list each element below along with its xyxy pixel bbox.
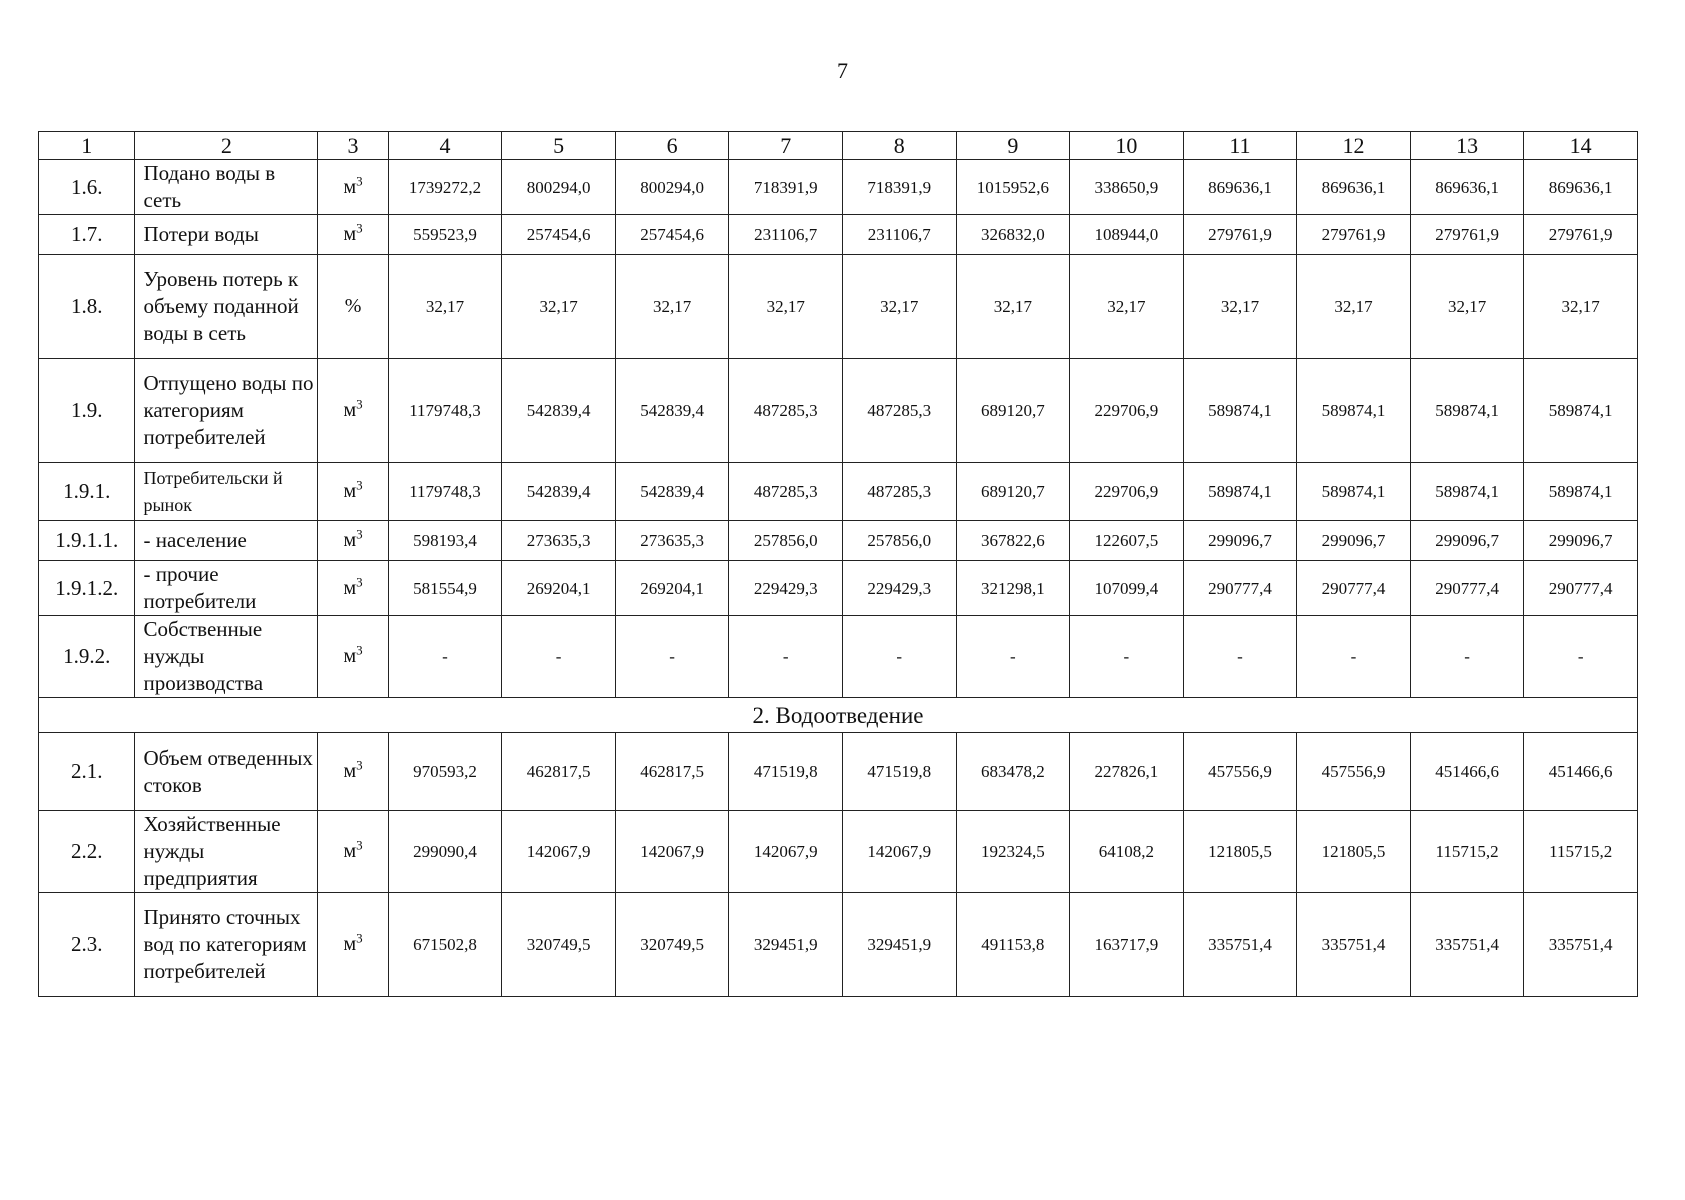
column-number-cell: 7 (729, 132, 843, 160)
value-cell: - (729, 616, 843, 698)
header-row (39, 132, 1638, 160)
value-cell: 115715,2 (1524, 811, 1638, 893)
value-cell: 367822,6 (956, 521, 1070, 561)
value-cell: 329451,9 (729, 893, 843, 997)
value-cell: 338650,9 (1070, 160, 1184, 215)
value-cell: 299096,7 (1524, 521, 1638, 561)
row-name-cell: Уровень потерь к объему поданной воды в сеть (135, 255, 318, 359)
table-row (39, 521, 1638, 561)
value-cell: 32,17 (615, 255, 729, 359)
value-cell: 542839,4 (502, 359, 616, 463)
row-name-cell: - прочие потребители (135, 561, 318, 616)
value-cell: 487285,3 (729, 463, 843, 521)
column-number-cell: 1 (39, 132, 135, 160)
value-cell: 1739272,2 (388, 160, 502, 215)
value-cell: 320749,5 (615, 893, 729, 997)
value-cell: 335751,4 (1524, 893, 1638, 997)
value-cell: 273635,3 (502, 521, 616, 561)
value-cell: 273635,3 (615, 521, 729, 561)
column-number-cell: 13 (1410, 132, 1524, 160)
value-cell: 487285,3 (842, 463, 956, 521)
value-cell: 321298,1 (956, 561, 1070, 616)
value-cell: 122607,5 (1070, 521, 1184, 561)
value-cell: 269204,1 (615, 561, 729, 616)
row-name-cell: Потребительски й рынок (135, 463, 318, 521)
column-number-cell: 9 (956, 132, 1070, 160)
value-cell: 299096,7 (1183, 521, 1297, 561)
value-cell: 32,17 (842, 255, 956, 359)
value-cell: 299096,7 (1410, 521, 1524, 561)
value-cell: 32,17 (1524, 255, 1638, 359)
value-cell: 107099,4 (1070, 561, 1184, 616)
value-cell: 598193,4 (388, 521, 502, 561)
unit-superscript: 3 (356, 172, 363, 188)
unit-superscript: 3 (356, 930, 363, 946)
value-cell: 718391,9 (842, 160, 956, 215)
value-cell: 192324,5 (956, 811, 1070, 893)
unit-superscript: 3 (356, 837, 363, 853)
value-cell: 335751,4 (1183, 893, 1297, 997)
row-name-cell: Собственные нужды производства (135, 616, 318, 698)
value-cell: 290777,4 (1410, 561, 1524, 616)
unit-base: м (343, 399, 357, 421)
value-cell: 581554,9 (388, 561, 502, 616)
value-cell: 542839,4 (615, 359, 729, 463)
unit-cell (318, 215, 388, 255)
value-cell: 279761,9 (1183, 215, 1297, 255)
value-cell: 559523,9 (388, 215, 502, 255)
value-cell: - (388, 616, 502, 698)
row-name-cell: Потери воды (135, 215, 318, 255)
column-number-cell: 6 (615, 132, 729, 160)
table-row (39, 359, 1638, 463)
value-cell: 142067,9 (842, 811, 956, 893)
value-cell: 231106,7 (842, 215, 956, 255)
value-cell: 462817,5 (615, 733, 729, 811)
unit-superscript: 3 (356, 526, 363, 542)
value-cell: 589874,1 (1524, 359, 1638, 463)
value-cell: 335751,4 (1297, 893, 1411, 997)
unit-base: м (343, 175, 357, 198)
row-code-cell: 1.6. (39, 160, 135, 215)
table-body (39, 132, 1638, 997)
value-cell: 32,17 (1070, 255, 1184, 359)
unit-superscript: 3 (356, 396, 363, 412)
value-cell: 142067,9 (729, 811, 843, 893)
value-cell: 589874,1 (1183, 463, 1297, 521)
value-cell: 257454,6 (502, 215, 616, 255)
value-cell: - (1410, 616, 1524, 698)
value-cell: 451466,6 (1410, 733, 1524, 811)
value-cell: 229706,9 (1070, 359, 1184, 463)
row-name-cell: Отпущено воды по категориям потребителей (135, 359, 318, 463)
value-cell: 257856,0 (842, 521, 956, 561)
value-cell: 32,17 (1410, 255, 1524, 359)
value-cell: 869636,1 (1524, 160, 1638, 215)
section-title: 2. Водоотведение (39, 698, 1638, 733)
row-code-cell: 2.1. (39, 733, 135, 811)
table-row (39, 616, 1638, 698)
value-cell: 326832,0 (956, 215, 1070, 255)
unit-cell (318, 811, 388, 893)
value-cell: 257454,6 (615, 215, 729, 255)
unit-base: м (343, 760, 357, 782)
value-cell: 869636,1 (1183, 160, 1297, 215)
table-row (39, 255, 1638, 359)
row-name-cell: Хозяйственные нужды предприятия (135, 811, 318, 893)
unit-cell (318, 359, 388, 463)
value-cell: 229706,9 (1070, 463, 1184, 521)
value-cell: 689120,7 (956, 463, 1070, 521)
value-cell: 108944,0 (1070, 215, 1184, 255)
value-cell: 142067,9 (502, 811, 616, 893)
value-cell: 121805,5 (1297, 811, 1411, 893)
row-name-cell: Принято сточных вод по категориям потребителей (135, 893, 318, 997)
unit-cell (318, 521, 388, 561)
unit-base: м (343, 576, 357, 599)
table-row (39, 811, 1638, 893)
value-cell: 457556,9 (1297, 733, 1411, 811)
value-cell: - (1183, 616, 1297, 698)
column-number-cell: 11 (1183, 132, 1297, 160)
value-cell: 589874,1 (1524, 463, 1638, 521)
value-cell: 589874,1 (1297, 359, 1411, 463)
value-cell: 269204,1 (502, 561, 616, 616)
value-cell: 683478,2 (956, 733, 1070, 811)
value-cell: 64108,2 (1070, 811, 1184, 893)
row-code-cell: 1.9.1.1. (39, 521, 135, 561)
value-cell: 589874,1 (1410, 463, 1524, 521)
value-cell: 487285,3 (729, 359, 843, 463)
unit-cell (318, 561, 388, 616)
value-cell: 457556,9 (1183, 733, 1297, 811)
unit-cell (318, 616, 388, 698)
value-cell: 1179748,3 (388, 463, 502, 521)
value-cell: 32,17 (1183, 255, 1297, 359)
value-cell: 869636,1 (1297, 160, 1411, 215)
value-cell: 471519,8 (729, 733, 843, 811)
unit-superscript: 3 (356, 573, 363, 589)
value-cell: 231106,7 (729, 215, 843, 255)
column-number-cell: 10 (1070, 132, 1184, 160)
unit-base: м (343, 529, 357, 551)
value-cell: 589874,1 (1183, 359, 1297, 463)
value-cell: 32,17 (729, 255, 843, 359)
section-row (39, 698, 1638, 733)
unit-base: м (343, 223, 357, 245)
unit-superscript: 3 (356, 477, 363, 493)
value-cell: 279761,9 (1524, 215, 1638, 255)
value-cell: 299096,7 (1297, 521, 1411, 561)
value-cell: 32,17 (388, 255, 502, 359)
column-number-cell: 14 (1524, 132, 1638, 160)
column-number-cell: 2 (135, 132, 318, 160)
row-code-cell: 1.8. (39, 255, 135, 359)
table-row (39, 160, 1638, 215)
value-cell: 335751,4 (1410, 893, 1524, 997)
row-name-cell: - население (135, 521, 318, 561)
unit-superscript: 3 (356, 757, 363, 773)
value-cell: 589874,1 (1297, 463, 1411, 521)
row-name-cell: Подано воды в сеть (135, 160, 318, 215)
table-row (39, 561, 1638, 616)
value-cell: 115715,2 (1410, 811, 1524, 893)
column-number-cell: 8 (842, 132, 956, 160)
value-cell: 329451,9 (842, 893, 956, 997)
unit-cell (318, 893, 388, 997)
unit-base: м (343, 933, 357, 955)
value-cell: - (956, 616, 1070, 698)
row-code-cell: 1.7. (39, 215, 135, 255)
table-row (39, 893, 1638, 997)
column-number-cell: 12 (1297, 132, 1411, 160)
value-cell: 32,17 (956, 255, 1070, 359)
value-cell: 279761,9 (1410, 215, 1524, 255)
value-cell: 970593,2 (388, 733, 502, 811)
value-cell: 869636,1 (1410, 160, 1524, 215)
value-cell: 671502,8 (388, 893, 502, 997)
column-number-cell: 5 (502, 132, 616, 160)
value-cell: - (1297, 616, 1411, 698)
value-cell: 229429,3 (842, 561, 956, 616)
value-cell: - (842, 616, 956, 698)
value-cell: 1179748,3 (388, 359, 502, 463)
value-cell: 290777,4 (1297, 561, 1411, 616)
value-cell: - (1070, 616, 1184, 698)
unit-superscript: 3 (356, 642, 363, 658)
row-code-cell: 1.9.1.2. (39, 561, 135, 616)
page-number: 7 (837, 58, 848, 83)
value-cell: 163717,9 (1070, 893, 1184, 997)
value-cell: 320749,5 (502, 893, 616, 997)
value-cell: 290777,4 (1183, 561, 1297, 616)
row-code-cell: 2.3. (39, 893, 135, 997)
value-cell: 229429,3 (729, 561, 843, 616)
unit-cell (318, 463, 388, 521)
row-code-cell: 1.9.1. (39, 463, 135, 521)
table-row (39, 733, 1638, 811)
value-cell: - (502, 616, 616, 698)
value-cell: 491153,8 (956, 893, 1070, 997)
unit-superscript: 3 (356, 220, 363, 236)
value-cell: 542839,4 (502, 463, 616, 521)
value-cell: 257856,0 (729, 521, 843, 561)
value-cell: 718391,9 (729, 160, 843, 215)
row-code-cell: 1.9.2. (39, 616, 135, 698)
value-cell: 589874,1 (1410, 359, 1524, 463)
row-code-cell: 1.9. (39, 359, 135, 463)
value-cell: 800294,0 (502, 160, 616, 215)
value-cell: 487285,3 (842, 359, 956, 463)
value-cell: 32,17 (1297, 255, 1411, 359)
value-cell: 279761,9 (1297, 215, 1411, 255)
value-cell: 32,17 (502, 255, 616, 359)
value-cell: 121805,5 (1183, 811, 1297, 893)
row-name-cell: Объем отведенных стоков (135, 733, 318, 811)
unit-cell (318, 733, 388, 811)
value-cell: - (1524, 616, 1638, 698)
table-row (39, 463, 1638, 521)
value-cell: 800294,0 (615, 160, 729, 215)
value-cell: 542839,4 (615, 463, 729, 521)
value-cell: 689120,7 (956, 359, 1070, 463)
data-table (38, 131, 1638, 997)
unit-base: м (343, 840, 357, 862)
value-cell: 142067,9 (615, 811, 729, 893)
row-code-cell: 2.2. (39, 811, 135, 893)
unit-base: м (343, 645, 357, 667)
value-cell: 1015952,6 (956, 160, 1070, 215)
unit-base: м (343, 480, 357, 502)
unit-cell (318, 160, 388, 215)
value-cell: 471519,8 (842, 733, 956, 811)
unit-cell: % (318, 255, 388, 359)
value-cell: - (615, 616, 729, 698)
value-cell: 451466,6 (1524, 733, 1638, 811)
column-number-cell: 4 (388, 132, 502, 160)
value-cell: 227826,1 (1070, 733, 1184, 811)
table-row (39, 215, 1638, 255)
column-number-cell: 3 (318, 132, 388, 160)
value-cell: 290777,4 (1524, 561, 1638, 616)
value-cell: 299090,4 (388, 811, 502, 893)
value-cell: 462817,5 (502, 733, 616, 811)
